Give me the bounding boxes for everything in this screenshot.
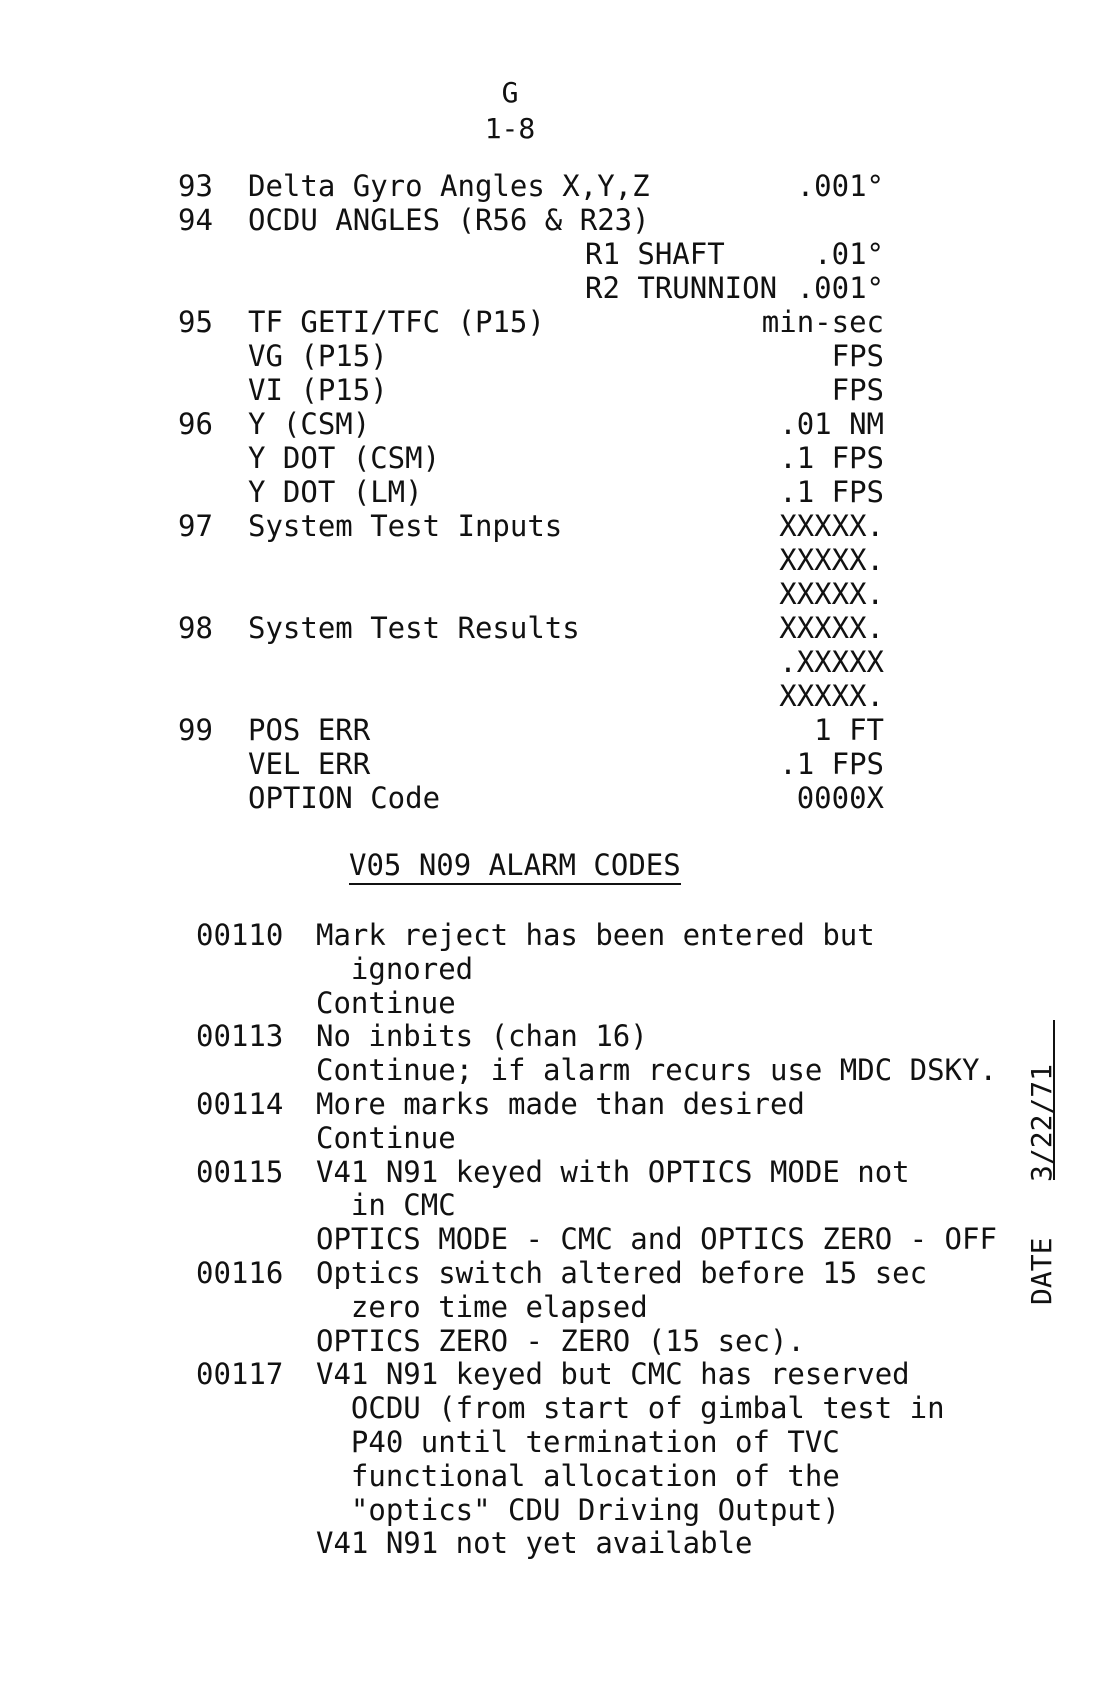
- noun-unit: .001°: [796, 169, 884, 203]
- alarm-description-line: V41 N91 keyed with OPTICS MODE not: [316, 1155, 910, 1189]
- alarm-description-line: OPTICS MODE - CMC and OPTICS ZERO - OFF: [316, 1222, 997, 1256]
- alarm-description-line: Continue: [316, 986, 456, 1020]
- alarm-description-line: Mark reject has been entered but: [316, 918, 875, 952]
- appendix-letter: G: [501, 76, 519, 109]
- alarm-description-line: More marks made than desired: [316, 1087, 805, 1121]
- alarm-description-line: Optics switch altered before 15 sec: [316, 1256, 928, 1290]
- noun-label: OPTION Code: [248, 781, 441, 815]
- page-number: 1-8: [484, 112, 536, 145]
- noun-unit: XXXXX.: [779, 577, 884, 611]
- noun-unit: .1 FPS: [779, 475, 884, 509]
- alarm-code: 00110: [196, 918, 284, 952]
- alarm-description-line: V41 N91 not yet available: [316, 1526, 753, 1560]
- alarm-description-line: V41 N91 keyed but CMC has reserved: [316, 1357, 910, 1391]
- alarm-description-line: functional allocation of the: [316, 1459, 840, 1493]
- alarm-code: 00116: [196, 1256, 284, 1290]
- alarm-code: 00113: [196, 1019, 284, 1053]
- noun-unit: .001°: [796, 271, 884, 305]
- noun-unit: XXXXX.: [779, 679, 884, 713]
- alarm-description-line: "optics" CDU Driving Output): [316, 1493, 840, 1527]
- noun-label: VI (P15): [248, 373, 388, 407]
- noun-unit: min-sec: [761, 305, 884, 339]
- noun-label: VEL ERR: [248, 747, 371, 781]
- alarm-codes-title: V05 N09 ALARM CODES: [349, 848, 681, 885]
- noun-unit: FPS: [831, 373, 884, 407]
- date-label: DATE: [1025, 1237, 1058, 1305]
- noun-unit: XXXXX.: [779, 543, 884, 577]
- noun-number: 98: [178, 611, 213, 645]
- alarm-description-line: ignored: [316, 952, 474, 986]
- noun-label: System Test Inputs: [248, 509, 563, 543]
- noun-label: Y DOT (CSM): [248, 441, 441, 475]
- alarm-description-line: P40 until termination of TVC: [316, 1425, 840, 1459]
- alarm-description-line: in CMC: [316, 1188, 456, 1222]
- noun-label: OCDU ANGLES (R56 & R23): [248, 203, 650, 237]
- noun-label: Y (CSM): [248, 407, 371, 441]
- noun-sub-label: R1 SHAFT: [585, 237, 725, 271]
- noun-unit: 1 FT: [814, 713, 884, 747]
- noun-unit: XXXXX.: [779, 611, 884, 645]
- noun-unit: .1 FPS: [779, 441, 884, 475]
- noun-sub-label: R2 TRUNNION: [585, 271, 778, 305]
- noun-number: 95: [178, 305, 213, 339]
- alarm-description-line: OPTICS ZERO - ZERO (15 sec).: [316, 1324, 805, 1358]
- noun-unit: .01 NM: [779, 407, 884, 441]
- noun-label: System Test Results: [248, 611, 580, 645]
- alarm-code: 00115: [196, 1155, 284, 1189]
- noun-unit: .01°: [814, 237, 884, 271]
- alarm-description-line: No inbits (chan 16): [316, 1019, 648, 1053]
- noun-number: 93: [178, 169, 213, 203]
- noun-label: POS ERR: [248, 713, 371, 747]
- noun-label: TF GETI/TFC (P15): [248, 305, 545, 339]
- noun-label: VG (P15): [248, 339, 388, 373]
- noun-unit: FPS: [831, 339, 884, 373]
- alarm-description-line: Continue: [316, 1121, 456, 1155]
- noun-number: 99: [178, 713, 213, 747]
- alarm-description-line: zero time elapsed: [316, 1290, 648, 1324]
- noun-unit: .XXXXX: [779, 645, 884, 679]
- date-block: [1005, 1020, 1095, 1335]
- noun-number: 96: [178, 407, 213, 441]
- alarm-code: 00114: [196, 1087, 284, 1121]
- noun-unit: 0000X: [796, 781, 884, 815]
- noun-number: 94: [178, 203, 213, 237]
- noun-number: 97: [178, 509, 213, 543]
- alarm-description-line: OCDU (from start of gimbal test in: [316, 1391, 945, 1425]
- noun-label: Delta Gyro Angles X,Y,Z: [248, 169, 650, 203]
- noun-unit: XXXXX.: [779, 509, 884, 543]
- noun-unit: .1 FPS: [779, 747, 884, 781]
- noun-label: Y DOT (LM): [248, 475, 423, 509]
- alarm-code: 00117: [196, 1357, 284, 1391]
- date-value: 3/22/71: [1025, 1063, 1058, 1182]
- alarm-description-line: Continue; if alarm recurs use MDC DSKY.: [316, 1053, 997, 1087]
